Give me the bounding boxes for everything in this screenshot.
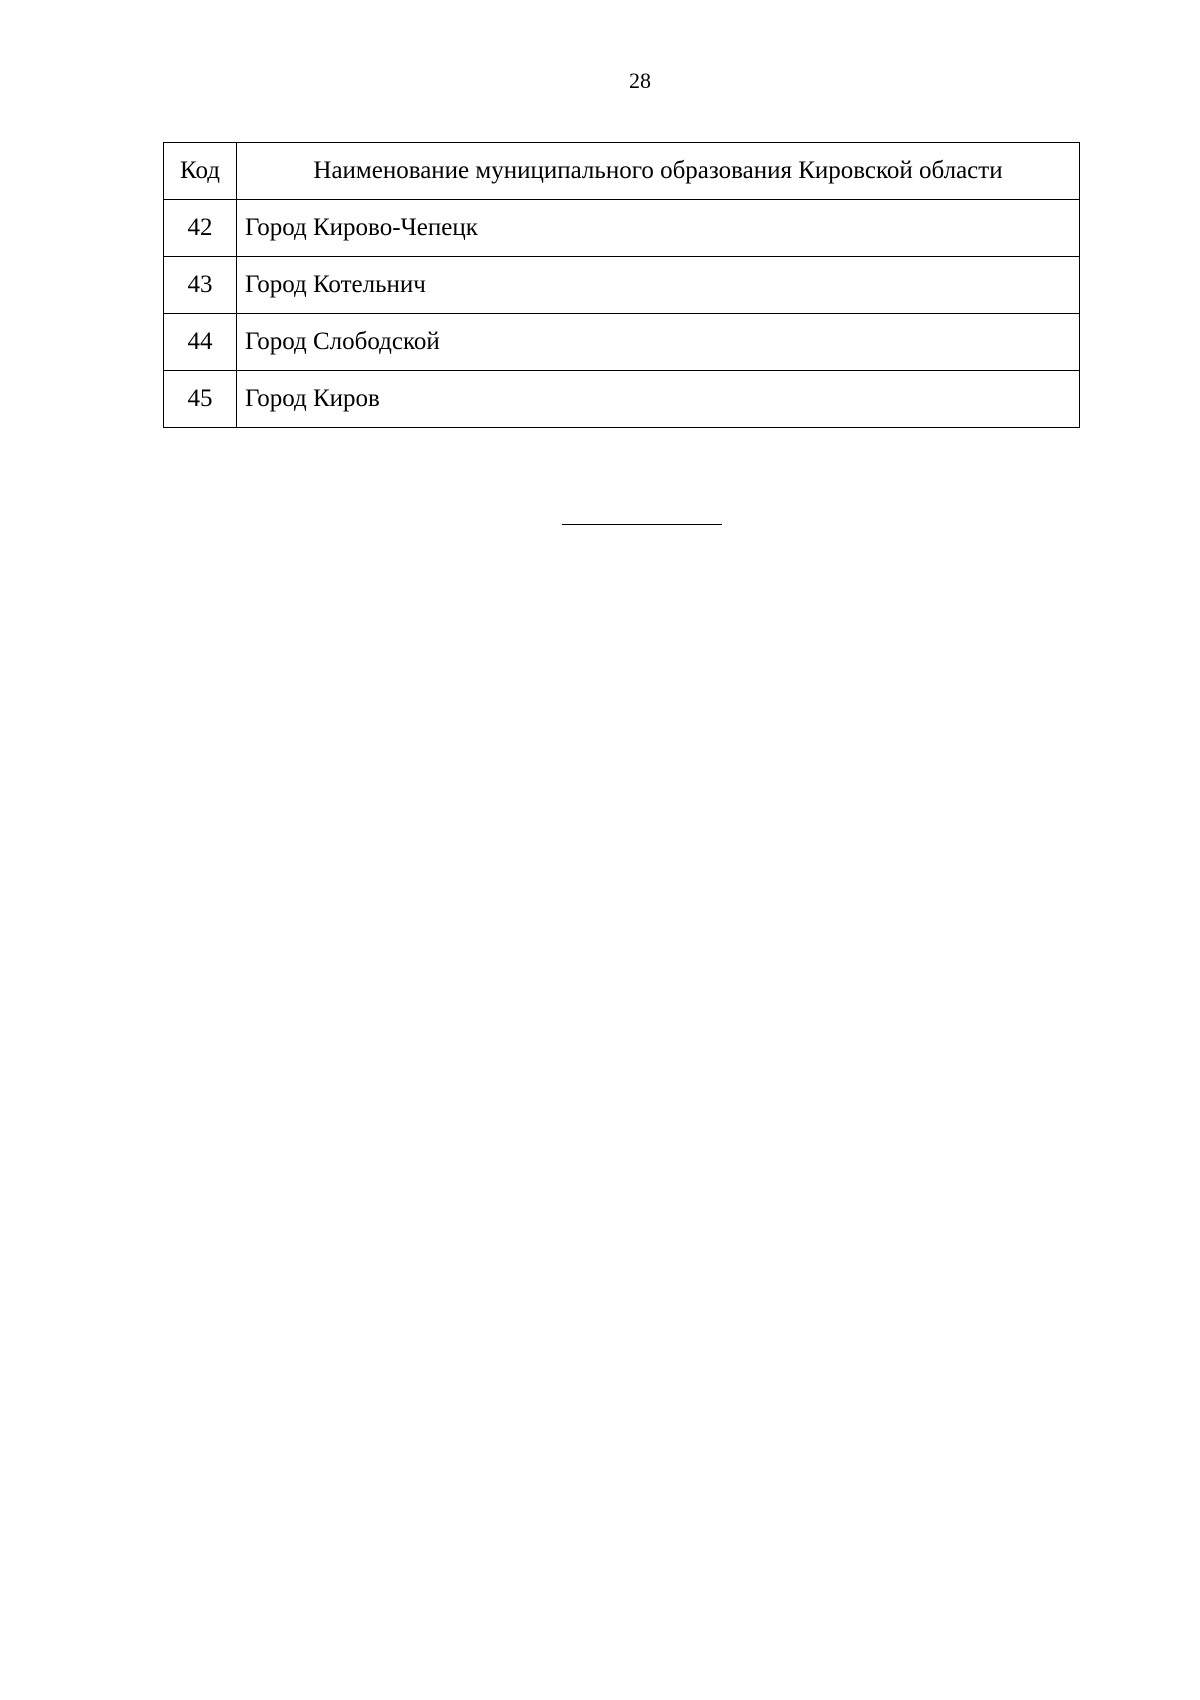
end-of-document-rule <box>562 524 722 525</box>
row-code: 45 <box>164 371 237 428</box>
row-name: Город Котельнич <box>237 257 1080 314</box>
table-row <box>164 314 1080 371</box>
row-name: Город Кирово-Чепецк <box>237 200 1080 257</box>
row-code: 42 <box>164 200 237 257</box>
municipality-table <box>163 142 1080 428</box>
row-code: 44 <box>164 314 237 371</box>
row-name: Город Слободской <box>237 314 1080 371</box>
table-row <box>164 257 1080 314</box>
row-name: Город Киров <box>237 371 1080 428</box>
header-name: Наименование муниципального образования Кировской области <box>237 143 1080 200</box>
table-header-row <box>164 143 1080 200</box>
header-code: Код <box>164 143 237 200</box>
table-row <box>164 200 1080 257</box>
table-row <box>164 371 1080 428</box>
page-number: 28 <box>629 68 651 93</box>
row-code: 43 <box>164 257 237 314</box>
